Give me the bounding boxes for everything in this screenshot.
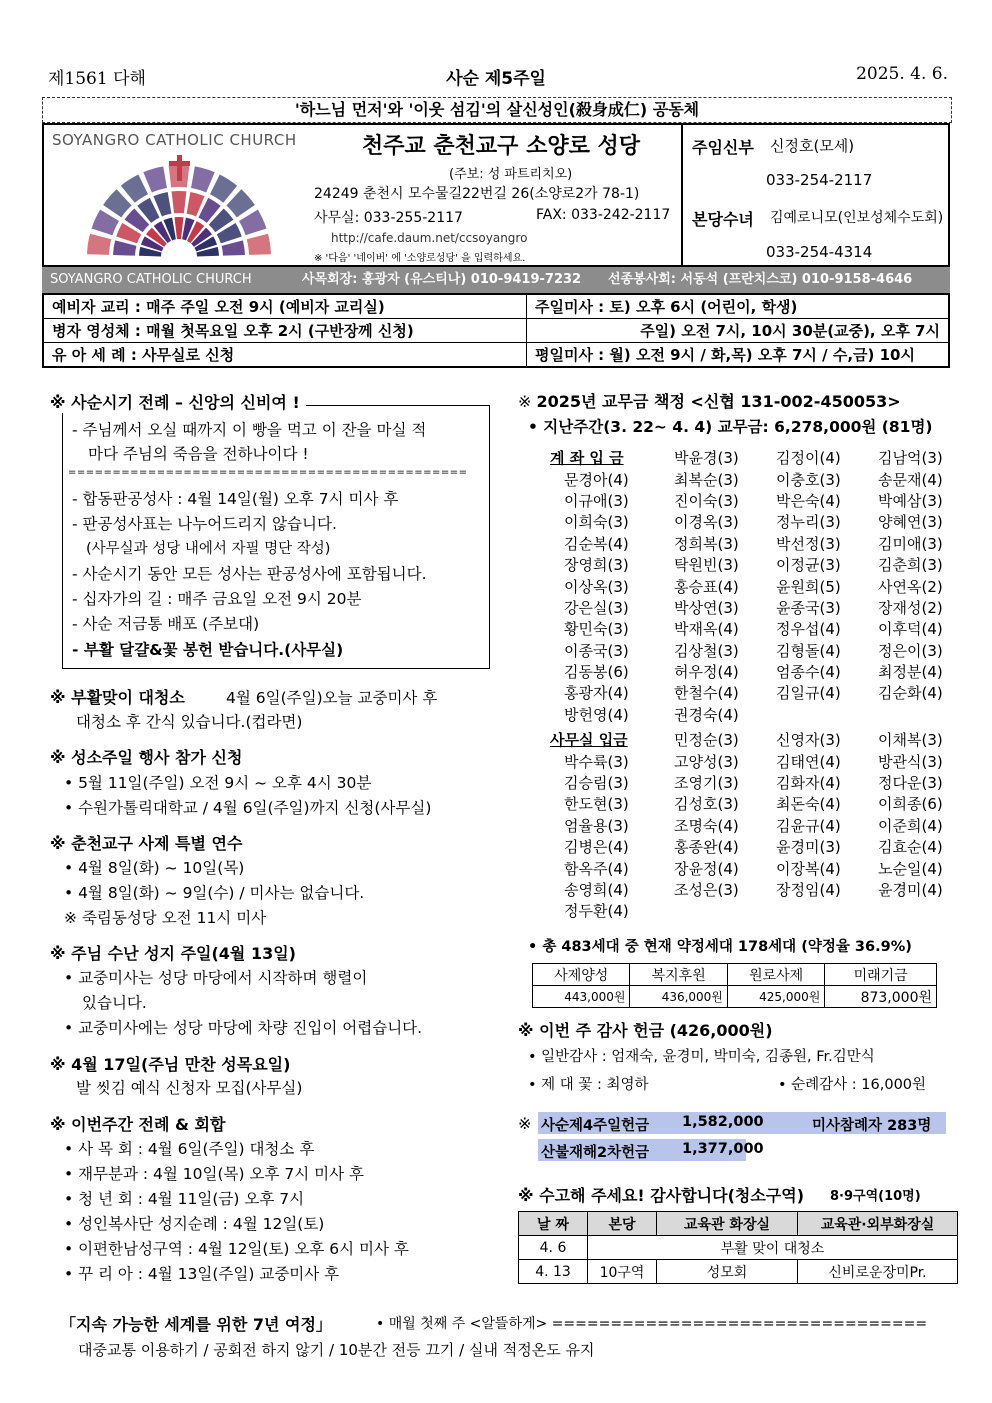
catechumen-class: 예비자 교리 : 매주 주일 오전 9시 (예비자 교리실) — [43, 294, 527, 319]
sunday-mass: 주일) 오전 7시, 10시 30분(교중), 오후 7시 — [527, 319, 950, 343]
office-deposit-names — [550, 729, 968, 922]
donor-name: 정희복(3) — [674, 534, 739, 553]
donor-name: 박재옥(4) — [674, 620, 739, 639]
donor-name: 최정분(4) — [878, 663, 943, 682]
logo-segment — [143, 166, 167, 192]
lent-item: (사무실과 성당 내에서 자필 명단 작성) — [86, 541, 331, 557]
thanks-offering-title: ※ 이번 주 감사 헌금 (426,000원) — [518, 1021, 773, 1040]
lent-item: - 사순 저금통 배포 (주보대) — [72, 615, 260, 633]
donor-name: 장영희(3) — [564, 556, 629, 575]
names-row — [550, 772, 968, 793]
donor-name: 김형돌(4) — [776, 641, 841, 660]
cleaning-assignment: 신비로운장미Pr. — [798, 1260, 958, 1284]
fund-header: 미래기금 — [825, 964, 937, 986]
names-row — [550, 793, 968, 814]
names-row — [550, 533, 968, 554]
names-row — [550, 554, 968, 575]
meeting-item: • 청 년 회 : 4월 11일(금) 오후 7시 — [64, 1190, 305, 1208]
names-row — [550, 661, 968, 682]
logo-segment — [191, 166, 215, 192]
wildfire-collection-label: 산불재해2차헌금 — [541, 1145, 650, 1161]
donor-name: 윤경미(4) — [878, 880, 943, 899]
donor-name — [878, 704, 968, 725]
donor-name: 김미애(3) — [878, 534, 943, 553]
donor-name: 홍광자(4) — [564, 684, 629, 703]
donor-name: 박예삼(3) — [878, 491, 943, 510]
donor-name: 정두환(4) — [564, 902, 629, 921]
fax-number: FAX: 033-242-2117 — [536, 207, 671, 223]
donor-name: 양혜연(3) — [878, 513, 943, 532]
footer-text: 대중교통 이용하기 / 공회전 하지 않기 / 10분간 전등 끄기 / 실내 적정온도 유지 — [78, 1341, 595, 1359]
meeting-item: • 재무분과 : 4월 10일(목) 오후 7시 미사 후 — [64, 1165, 364, 1183]
logo-segment — [172, 191, 187, 213]
easter-cleaning-title-text: 부활맞이 대청소 — [71, 688, 185, 707]
lent-quote-2: 마다 주님의 죽음을 전하나이다 ! — [88, 445, 309, 463]
donor-name: 고양성(3) — [674, 752, 739, 771]
fund-value: 436,000원 — [630, 986, 727, 1008]
donor-name: 이종국(3) — [564, 641, 629, 660]
lent-title-text: 사순시기 전례 – 신앙의 신비여 ! — [71, 393, 300, 412]
fund-value: 873,000원 — [825, 986, 937, 1008]
names-row — [550, 836, 968, 857]
donor-name — [674, 900, 776, 921]
donor-name: 김동봉(6) — [564, 663, 629, 682]
vocation-item: • 수원가톨릭대학교 / 4월 6일(주일)까지 신청(사무실) — [64, 799, 432, 817]
donor-name: 이후덕(4) — [878, 620, 943, 639]
priest-training-item: • 4월 8일(화) ~ 9일(수) / 미사는 없습니다. — [64, 884, 365, 902]
lent4-collection-value: 1,582,000 — [682, 1114, 764, 1130]
donor-name: 김상철(3) — [674, 641, 739, 660]
pastor-phone: 033-254-2117 — [766, 171, 873, 189]
tithe-title: ※ 2025년 교무금 책정 <신협 131-002-450053> — [518, 392, 901, 411]
lent-item: - 십자가의 길 : 매주 금요일 오전 9시 20분 — [72, 590, 362, 608]
footer-subtitle: • 매월 첫째 주 <알뜰하게> ================================ — [376, 1316, 928, 1332]
logo-segment — [174, 217, 183, 239]
saturday-mass: 주일미사 : 토) 오후 6시 (어린이, 학생) — [527, 294, 950, 319]
fund-value: 443,000원 — [533, 986, 630, 1008]
sister-name: 김예로니모(인보성체수도회) — [770, 210, 944, 226]
account-deposit-names — [550, 447, 968, 725]
donor-name: 김순화(4) — [878, 684, 943, 703]
vocation-title: ※ 성소주일 행사 참가 신청 — [50, 748, 243, 767]
funeral-service: 선종봉사회: 서동석 (프란치스코) 010-9158-4646 — [608, 272, 913, 287]
donor-name — [878, 900, 968, 921]
donor-name: 이규애(3) — [564, 491, 629, 510]
logo-segment — [222, 240, 245, 255]
logo-text: SOYANGRO CATHOLIC CHURCH — [52, 131, 297, 149]
names-row — [550, 511, 968, 532]
cleaning-table — [518, 1211, 958, 1284]
cleaning-title-text: 수고해 주세요! 감사합니다(청소구역) — [539, 1186, 805, 1205]
donor-name: 황민숙(3) — [564, 620, 629, 639]
meeting-item: • 꾸 리 아 : 4월 13일(주일) 교중미사 후 — [64, 1265, 340, 1283]
fund-header: 복지후원 — [630, 964, 727, 986]
weekly-meetings-title: ※ 이번주간 전례 & 회합 — [50, 1115, 226, 1134]
logo-segment — [92, 210, 119, 236]
footer-title: 「지속 가능한 세계를 위한 7년 여정」 — [60, 1315, 332, 1334]
meeting-item: • 이편한남성구역 : 4월 12일(토) 오후 6시 미사 후 — [64, 1240, 409, 1258]
donor-name: 최돈숙(4) — [776, 795, 841, 814]
mass-attendance: 미사참례자 283명 — [812, 1118, 932, 1134]
donor-name: 김성호(3) — [674, 795, 739, 814]
issue-date: 2025. 4. 6. — [856, 64, 948, 84]
donor-name — [776, 704, 878, 725]
cleaning-header: 교육관·외부화장실 — [798, 1212, 958, 1236]
donor-name: 정은이(3) — [878, 641, 943, 660]
donor-name: 이충호(3) — [776, 470, 841, 489]
donor-name: 진이숙(3) — [674, 491, 739, 510]
account-deposit-label: 계 좌 입 금 — [550, 447, 640, 468]
sister-phone: 033-254-4314 — [766, 243, 873, 261]
donor-name: 이준희(4) — [878, 816, 943, 835]
donor-name: 정우섭(4) — [776, 620, 841, 639]
sick-communion: 병자 영성체 : 매월 첫목요일 오후 2시 (구반장께 신청) — [43, 319, 527, 343]
church-address: 24249 춘천시 모수물길22번길 26(소양로2가 78-1) — [314, 186, 640, 202]
donor-name: 이경옥(3) — [674, 513, 739, 532]
pledge-total: • 총 483세대 중 현재 약정세대 178세대 (약정율 36.9%) — [528, 939, 912, 955]
holy-thursday-text: 발 씻김 예식 신청자 모집(사무실) — [76, 1079, 303, 1097]
tithe-title-text: 2025년 교무금 책정 <신협 131-002-450053> — [536, 392, 901, 411]
meeting-item: • 성인복사단 성지순례 : 4월 12일(토) — [64, 1215, 325, 1233]
lent-item: - 사순시기 동안 모든 성사는 판공성사에 포함됩니다. — [72, 565, 427, 583]
donor-name: 홍종완(4) — [674, 838, 739, 857]
priest-training-title-text: 춘천교구 사제 특별 연수 — [71, 834, 243, 853]
fund-header: 원로사제 — [727, 964, 824, 986]
weekly-meetings-title-text: 이번주간 전례 & 회합 — [71, 1115, 226, 1134]
church-name: 천주교 춘천교구 소양로 성당 — [362, 134, 641, 159]
names-row — [550, 575, 968, 596]
donor-name: 강은실(3) — [564, 598, 629, 617]
donor-name: 노순일(4) — [878, 859, 943, 878]
office-deposit-label: 사무실 입금 — [550, 729, 640, 750]
thanks-pilgrimage: • 순례감사 : 16,000원 — [778, 1077, 927, 1093]
donor-name: 장재성(2) — [878, 598, 943, 617]
donor-name: 최복순(3) — [674, 470, 739, 489]
meeting-item: • 사 목 회 : 4월 6일(주일) 대청소 후 — [64, 1140, 315, 1158]
donor-name: 김효순(4) — [878, 838, 943, 857]
church-header — [42, 123, 950, 267]
donor-name: 사연옥(2) — [878, 577, 943, 596]
donor-name: 이채복(3) — [878, 731, 943, 750]
priest-training-title: ※ 춘천교구 사제 특별 연수 — [50, 834, 243, 853]
donor-name: 박선정(3) — [776, 534, 841, 553]
donor-name: 홍승표(4) — [674, 577, 739, 596]
names-row — [550, 857, 968, 878]
donor-name: 박수륙(3) — [564, 752, 629, 771]
donor-name: 장정임(4) — [776, 880, 841, 899]
lent4-collection-label: 사순제4주일헌금 — [541, 1118, 650, 1134]
donor-name: 한도현(3) — [564, 795, 629, 814]
donor-name: 김춘희(3) — [878, 556, 943, 575]
donor-name: 조명숙(4) — [674, 816, 739, 835]
lent-item: - 부활 달걀&꽃 봉헌 받습니다.(사무실) — [72, 641, 344, 659]
weekday-mass: 평일미사 : 월) 오전 9시 / 화,목) 오후 7시 / 수,금) 10시 — [527, 343, 950, 368]
logo-segment — [87, 234, 111, 255]
donor-name: 이정균(3) — [776, 556, 841, 575]
cafe-note: ※ '다음' '네이버' 에 '소양로성당' 을 입력하세요. — [314, 253, 526, 264]
donor-name: 박은숙(4) — [776, 491, 841, 510]
donor-name: 허우정(4) — [674, 663, 739, 682]
fund-header: 사제양성 — [533, 964, 630, 986]
motto: '하느님 먼저'와 '이웃 섬김'의 살신성인(殺身成仁) 공동체 — [42, 97, 952, 123]
thanks-altar-flowers: • 제 대 꽃 : 최영하 — [528, 1077, 649, 1093]
contact-bar-church: SOYANGRO CATHOLIC CHURCH — [50, 272, 252, 287]
lent-quote-1: - 주님께서 오실 때까지 이 빵을 먹고 이 잔을 마실 적 — [72, 421, 427, 439]
donor-name: 이장복(4) — [776, 859, 841, 878]
donor-name: 송영희(4) — [564, 880, 629, 899]
page-title: 사순 제5주일 — [446, 69, 546, 89]
thanks-offering-title-text: 이번 주 감사 헌금 (426,000원) — [539, 1021, 773, 1040]
names-row — [550, 750, 968, 771]
donor-name: 신영자(3) — [776, 731, 841, 750]
donor-name: 이상옥(3) — [564, 577, 629, 596]
sister-label: 본당수녀 — [692, 210, 754, 229]
vocation-title-text: 성소주일 행사 참가 신청 — [71, 748, 243, 767]
names-row — [550, 900, 968, 921]
lent-title: ※ 사순시기 전례 – 신앙의 신비여 ! — [50, 390, 306, 413]
donor-name: 김윤규(4) — [776, 816, 841, 835]
names-row — [550, 597, 968, 618]
priest-training-item: • 4월 8일(화) ~ 10일(목) — [64, 859, 245, 877]
names-row — [550, 640, 968, 661]
donor-name: 방헌영(4) — [564, 705, 629, 724]
donor-name: 엄율용(3) — [564, 816, 629, 835]
donor-name: 김정이(4) — [776, 449, 841, 468]
cleaning-assignment: 부활 맞이 대청소 — [588, 1236, 958, 1260]
cafe-url-link[interactable]: http://cafe.daum.net/ccsoyangro — [331, 231, 528, 245]
donor-name: 김병은(4) — [564, 838, 629, 857]
donor-name: 김순복(4) — [564, 534, 629, 553]
cleaning-assignment: 성모회 — [657, 1260, 798, 1284]
donor-name: 조성은(3) — [674, 880, 739, 899]
donor-name: 정다운(3) — [878, 773, 943, 792]
last-week-tithe: • 지난주간(3. 22~ 4. 4) 교무금: 6,278,000원 (81명) — [528, 418, 933, 436]
logo-segment — [239, 210, 266, 236]
logo-segment — [247, 234, 271, 255]
donor-name: 윤원희(5) — [776, 577, 841, 596]
donor-name: 김남억(3) — [878, 449, 943, 468]
names-row — [550, 704, 968, 725]
donor-name: 김승림(3) — [564, 773, 629, 792]
cleaning-date: 4. 6 — [519, 1236, 588, 1260]
donor-name — [776, 900, 878, 921]
lent-item: - 판공성사표는 나누어드리지 않습니다. — [72, 515, 337, 533]
cleaning-group-note: 8·9구역(10명) — [830, 1189, 921, 1204]
donor-name: 박상연(3) — [674, 598, 739, 617]
easter-cleaning-text: 대청소 후 간식 있습니다.(컵라면) — [76, 713, 303, 731]
donor-name: 박윤경(3) — [674, 449, 739, 468]
priest-training-item: ※ 죽림동성당 오전 11시 미사 — [64, 909, 267, 927]
cleaning-header: 교육관 화장실 — [657, 1212, 798, 1236]
palm-sunday-item: • 교중미사는 성당 마당에서 시작하며 행렬이 — [64, 969, 368, 987]
donor-name: 정누리(3) — [776, 513, 841, 532]
cleaning-header: 본당 — [588, 1212, 657, 1236]
easter-cleaning-title: ※ 부활맞이 대청소 — [50, 688, 185, 707]
donor-name: 김태연(4) — [776, 752, 841, 771]
easter-cleaning-text: 4월 6일(주일)오늘 교중미사 후 — [226, 689, 438, 707]
donor-name: 윤종국(3) — [776, 598, 841, 617]
lent-item: - 합동판공성사 : 4월 14일(월) 오후 7시 미사 후 — [72, 490, 399, 508]
palm-sunday-item: • 교중미사에는 성당 마당에 차량 진입이 어렵습니다. — [64, 1019, 423, 1037]
donor-name: 엄종수(4) — [776, 663, 841, 682]
donor-name: 김화자(4) — [776, 773, 841, 792]
names-row — [550, 879, 968, 900]
wildfire-collection-value: 1,377,000 — [682, 1141, 764, 1157]
issue-number: 제1561 다해 — [48, 69, 146, 89]
cleaning-assignment: 10구역 — [588, 1260, 657, 1284]
cleaning-title: ※ 수고해 주세요! 감사합니다(청소구역) — [518, 1186, 805, 1205]
donor-name: 김일규(4) — [776, 684, 841, 703]
donor-name: 이희숙(3) — [564, 513, 629, 532]
patron-saint: (주보: 성 파트리치오) — [449, 167, 573, 182]
pastor-label: 주임신부 — [692, 138, 754, 157]
donor-name: 문경아(4) — [564, 470, 629, 489]
lent-separator: ============================================= — [68, 467, 468, 478]
palm-sunday-item: 있습니다. — [82, 994, 147, 1012]
donor-name: 권경숙(4) — [674, 705, 739, 724]
infant-baptism: 유 아 세 례 : 사무실로 신청 — [43, 343, 527, 368]
fund-value: 425,000원 — [727, 986, 824, 1008]
palm-sunday-title-text: 주님 수난 성지 주일(4월 13일) — [71, 944, 296, 963]
pastor-name: 신정호(모세) — [770, 137, 855, 155]
names-row — [550, 682, 968, 703]
donor-name: 함옥주(4) — [564, 859, 629, 878]
names-row — [550, 490, 968, 511]
donor-name: 조영기(3) — [674, 773, 739, 792]
contact-bar — [42, 267, 950, 293]
donor-name: 방관식(3) — [878, 752, 943, 771]
cleaning-date: 4. 13 — [519, 1260, 588, 1284]
cleaning-header: 날 짜 — [519, 1212, 588, 1236]
donor-name: 탁원빈(3) — [674, 556, 739, 575]
vocation-item: • 5월 11일(주일) 오전 9시 ~ 오후 4시 30분 — [64, 774, 372, 792]
header-divider — [681, 125, 683, 265]
donor-name: 송문재(4) — [878, 470, 943, 489]
thanks-general: • 일반감사 : 엄재숙, 윤경미, 박미숙, 김종원, Fr.김만식 — [528, 1049, 875, 1065]
donor-name: 민정순(3) — [674, 731, 739, 750]
names-row — [550, 815, 968, 836]
names-row — [550, 618, 968, 639]
pastoral-council-chair: 사목회장: 홍광자 (유스티나) 010-9419-7232 — [302, 272, 582, 287]
palm-sunday-title: ※ 주님 수난 성지 주일(4월 13일) — [50, 944, 296, 963]
donor-name: 한철수(4) — [674, 684, 739, 703]
church-logo-icon — [58, 153, 308, 263]
logo-segment — [113, 240, 136, 255]
names-row — [550, 468, 968, 489]
holy-thursday-title-text: 4월 17일(주님 만찬 성목요일) — [71, 1055, 291, 1074]
donor-name: 장윤정(4) — [674, 859, 739, 878]
holy-thursday-title: ※ 4월 17일(주님 만찬 성목요일) — [50, 1055, 291, 1074]
fund-table — [532, 963, 937, 1008]
collection-marker: ※ — [518, 1114, 532, 1133]
mass-schedule-table — [42, 293, 950, 368]
office-phone: 사무실: 033-255-2117 — [314, 210, 463, 226]
donor-name: 이희종(6) — [878, 795, 943, 814]
donor-name: 윤경미(3) — [776, 838, 841, 857]
